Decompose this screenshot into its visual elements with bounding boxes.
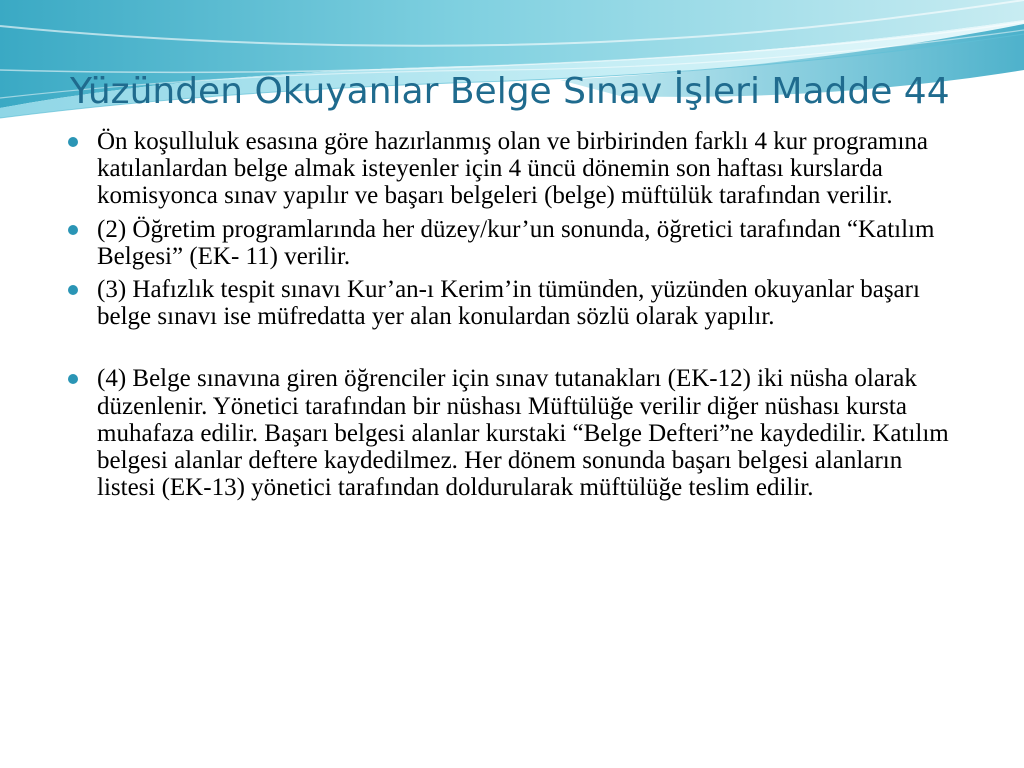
bullet-text: Ön koşulluluk esasına göre hazırlanmış olan ve birbirinden farklı 4 kur programına katılanlardan belge almak isteyenler için 4 üncü dönemin son haftası kurslarda komisyonca sınav yapılır ve başarı belgeleri (belge) müftülük tarafından verilir.: [97, 128, 929, 210]
bullet-item-2: [66, 216, 962, 270]
bullet-list: [66, 128, 962, 501]
bullet-text: (2) Öğretim programlarında her düzey/kur’un sonunda, öğretici tarafından “Katılım Belgesi” (EK- 11) verilir.: [97, 215, 935, 270]
bullet-dot-icon: [68, 285, 78, 295]
bullet-item-4: [66, 365, 962, 501]
bullet-item-3: [66, 276, 962, 330]
bullet-dot-icon: [68, 374, 78, 384]
bullet-text: (4) Belge sınavına giren öğrenciler için sınav tutanakları (EK-12) iki nüsha olarak düzenlenir. Yönetici tarafından bir nüshası Müftülüğe verilir diğer nüshası kursta muhafaza edilir. Başarı belgesi alanlar kurstaki “Belge Defteri”ne kaydedilir. Katılım belgesi alanlar deftere kaydedilmez. Her dönem sonunda başarı belgesi alanların listesi (EK-13) yönetici tarafından doldurularak müftülüğe teslim edilir.: [97, 365, 949, 502]
bullet-item-1: [66, 128, 962, 210]
slide-title: Yüzünden Okuyanlar Belge Sınav İşleri Madde 44: [70, 71, 950, 112]
bullet-text: (3) Hafızlık tespit sınavı Kur’an-ı Kerim’in tümünden, yüzünden okuyanlar başarı belge sınavı ise müfredatta yer alan konulardan sözlü olarak yapılır.: [97, 276, 920, 331]
bullet-dot-icon: [68, 225, 78, 235]
bullet-dot-icon: [68, 137, 78, 147]
